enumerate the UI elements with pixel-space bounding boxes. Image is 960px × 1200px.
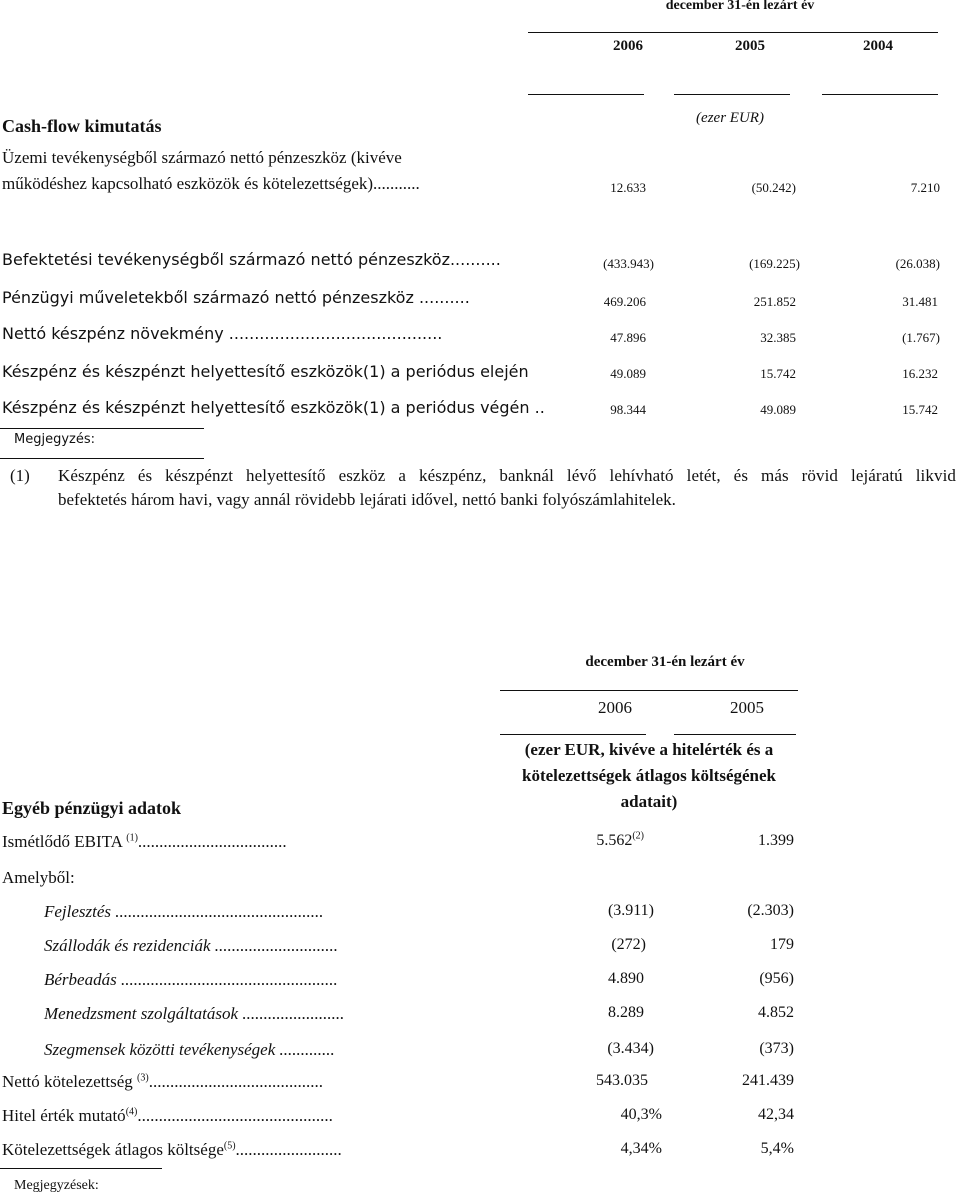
cashflow-title: Cash-flow kimutatás <box>2 116 162 136</box>
cost-of-debt-footnote-ref: (5) <box>223 1140 236 1152</box>
cost-of-debt-row-label <box>2 1140 342 1160</box>
segment-intersegment-2006: (3.434) <box>607 1040 654 1057</box>
ebita-2006 <box>540 832 644 850</box>
cashflow-investing-2004: (26.038) <box>895 256 940 271</box>
notes-rule-bottom <box>0 458 204 459</box>
cashflow-cash-end-2006: 98.344 <box>610 402 646 417</box>
cashflow-cash-begin-2004: 16.232 <box>902 366 938 381</box>
cashflow-row-operating-label-1: Üzemi tevékenységből származó nettó pénzeszköz (kivéve <box>2 148 402 167</box>
ebita-2005: 1.399 <box>758 832 794 849</box>
other-header-rule <box>500 690 798 691</box>
segment-leasing-2006: 4.890 <box>608 970 644 987</box>
ebita-footnote-ref: (1) <box>126 832 138 844</box>
segment-hotels-label: Szállodák és rezidenciák ............................. <box>44 936 338 955</box>
other-period-header: december 31-én lezárt év <box>585 654 745 670</box>
segment-development-2006: (3.911) <box>607 902 654 919</box>
cost-of-debt-2005: 5,4% <box>760 1140 794 1157</box>
cashflow-header-rule <box>528 32 938 33</box>
other-unit-line-2: kötelezettségek átlagos költségének <box>521 766 776 785</box>
cashflow-financing-2004: 31.481 <box>902 294 938 309</box>
cashflow-operating-2005: (50.242) <box>751 180 796 195</box>
cashflow-year-2005: 2005 <box>735 38 765 54</box>
ebita-label: Ismétlődő EBITA <box>2 832 122 851</box>
other-unit-line-3: adatait) <box>620 792 678 811</box>
of-which-label: Amelyből: <box>2 868 75 887</box>
cashflow-operating-2004: 7.210 <box>910 180 940 195</box>
cashflow-net-increase-2006: 47.896 <box>610 330 646 345</box>
cashflow-year-2006: 2006 <box>613 38 643 54</box>
cashflow-note-line-2: befektetés három havi, vagy annál rövidebb lejárati idővel, nettó banki folyószámlahitelek. <box>58 490 676 509</box>
cashflow-row-operating-label-2: működéshez kapcsolható eszközök és kötelezettségek)........... <box>2 174 420 193</box>
ebita-2006-footnote-ref: (2) <box>632 830 644 842</box>
ltv-footnote-ref: (4) <box>125 1106 138 1118</box>
cashflow-note-marker: (1) <box>10 466 30 485</box>
cashflow-net-increase-2005: 32.385 <box>760 330 796 345</box>
other-notes-header: Megjegyzések: <box>14 1178 99 1193</box>
ltv-row-label <box>2 1106 333 1126</box>
other-unit-line-1: (ezer EUR, kivéve a hitelérték és a <box>524 740 774 759</box>
cashflow-cash-end-2004: 15.742 <box>902 402 938 417</box>
segment-leasing-label: Bérbeadás ................................................... <box>44 970 338 989</box>
ltv-2006: 40,3% <box>620 1106 662 1123</box>
net-debt-dots: ......................................... <box>148 1072 323 1091</box>
ebita-row-label <box>2 832 287 852</box>
cashflow-row-cash-end-label: Készpénz és készpénzt helyettesítő eszközök(1) a periódus végén .. <box>2 398 545 417</box>
year-rule-2004 <box>822 94 938 95</box>
ltv-label: Hitel érték mutató <box>2 1106 126 1125</box>
cashflow-cash-begin-2006: 49.089 <box>610 366 646 381</box>
cost-of-debt-dots: ......................... <box>235 1140 342 1159</box>
segment-management-label: Menedzsment szolgáltatások ........................ <box>44 1004 345 1023</box>
cashflow-cash-end-2005: 49.089 <box>760 402 796 417</box>
cashflow-notes-header: Megjegyzés: <box>14 432 95 447</box>
cashflow-row-net-increase-label: Nettó készpénz növekmény .......................................... <box>2 324 443 343</box>
cashflow-row-financing-label: Pénzügyi műveletekből származó nettó pénzeszköz .......... <box>2 288 470 307</box>
cashflow-investing-2005: (169.225) <box>749 256 800 271</box>
net-debt-label: Nettó kötelezettség <box>2 1072 133 1091</box>
other-notes-rule <box>0 1168 162 1169</box>
cashflow-investing-2006: (433.943) <box>603 256 654 271</box>
net-debt-2005: 241.439 <box>742 1072 794 1089</box>
segment-development-label: Fejlesztés ................................................. <box>44 902 324 921</box>
other-year-rule-2005 <box>674 734 796 735</box>
cashflow-row-investing-label: Befektetési tevékenységből származó nettó pénzeszköz.......... <box>2 250 501 269</box>
ebita-dots: ................................... <box>137 832 287 851</box>
other-year-2005: 2005 <box>730 698 764 717</box>
net-debt-footnote-ref: (3) <box>137 1072 149 1084</box>
cashflow-row-cash-begin-label: Készpénz és készpénzt helyettesítő eszközök(1) a periódus elején <box>2 362 529 381</box>
segment-management-2005: 4.852 <box>758 1004 794 1021</box>
other-title: Egyéb pénzügyi adatok <box>2 798 182 818</box>
cashflow-note-line-1: Készpénz és készpénzt helyettesítő eszköz a készpénz, banknál lévő lehívható letét, és más rövid lejáratú likvid <box>58 466 956 485</box>
segment-management-2006: 8.289 <box>608 1004 644 1021</box>
ltv-dots: .............................................. <box>137 1106 333 1125</box>
segment-intersegment-label: Szegmensek közötti tevékenységek ............. <box>44 1040 335 1059</box>
ebita-2006-value: 5.562 <box>596 832 633 849</box>
cashflow-financing-2005: 251.852 <box>753 294 796 309</box>
segment-hotels-2006: (272) <box>611 936 646 953</box>
net-debt-2006: 543.035 <box>596 1072 648 1089</box>
cost-of-debt-2006: 4,34% <box>620 1140 662 1157</box>
segment-hotels-2005: 179 <box>770 936 794 953</box>
segment-intersegment-2005: (373) <box>759 1040 794 1057</box>
other-year-rule-2006 <box>500 734 646 735</box>
segment-development-2005: (2.303) <box>747 902 794 919</box>
cashflow-operating-2006: 12.633 <box>610 180 646 195</box>
year-rule-2006 <box>528 94 644 95</box>
year-rule-2005 <box>674 94 790 95</box>
cashflow-year-2004: 2004 <box>863 38 893 54</box>
cashflow-period-header: december 31-én lezárt év <box>665 0 815 13</box>
cashflow-cash-begin-2005: 15.742 <box>760 366 796 381</box>
cashflow-net-increase-2004: (1.767) <box>902 330 940 345</box>
cashflow-unit: (ezer EUR) <box>696 110 764 126</box>
other-year-2006: 2006 <box>598 698 632 717</box>
notes-rule-top <box>0 428 204 429</box>
cashflow-financing-2006: 469.206 <box>603 294 646 309</box>
ltv-2005: 42,34 <box>758 1106 794 1123</box>
net-debt-row-label <box>2 1072 323 1092</box>
cost-of-debt-label: Kötelezettségek átlagos költsége <box>2 1140 224 1159</box>
segment-leasing-2005: (956) <box>759 970 794 987</box>
